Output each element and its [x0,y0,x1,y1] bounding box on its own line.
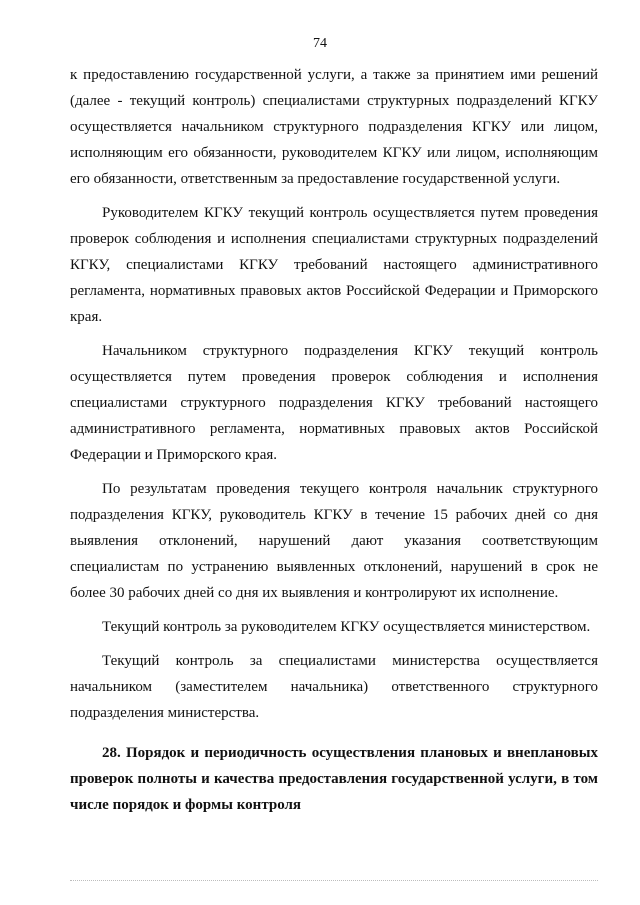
scan-artifact-line [70,880,598,883]
page-number: 74 [313,36,327,51]
paragraph-unit-head-control: Начальником структурного подразделения КГКУ текущий контроль осуществляется путем проведения проверок соблюдения и исполнения специалистами структурного подразделения КГКУ требований настоящего административного регламента, нормативных правовых актов Российской Федерации и Приморского края. [70,343,598,463]
paragraph-ministry-control: Текущий контроль за руководителем КГКУ осуществляется министерством. [102,619,591,635]
paragraph-control-results: По результатам проведения текущего контроля начальник структурного подразделения КГКУ, руководитель КГКУ в течение 15 рабочих дней со дня выявления отклонений, нарушений дают указания соответствующим специалистам по устранению выявленных отклонений, нарушений в срок не более 30 рабочих дней со дня их выявления и контролируют их исполнение. [70,481,598,601]
paragraph-continuation: к предоставлению государственной услуги, а также за принятием ими решений (далее - текущий контроль) специалистами структурных подразделений КГКУ осуществляется начальником структурного подразделения КГКУ или лицом, исполняющим его обязанности, руководителем КГКУ или лицом, исполняющим его обязанности, ответственным за предоставление государственной услуги. [70,67,598,187]
section-heading: 28. Порядок и периодичность осуществления плановых и внеплановых проверок полноты и качества предоставления государственной услуги, в том числе порядок и формы контроля [70,745,598,813]
document-body [70,62,598,818]
paragraph-ministry-specialists-control: Текущий контроль за специалистами министерства осуществляется начальником (заместителем начальника) ответственного структурного подразделения министерства. [70,653,598,721]
paragraph-director-control: Руководителем КГКУ текущий контроль осуществляется путем проведения проверок соблюдения и исполнения специалистами структурных подразделений КГКУ, специалистами КГКУ требований настоящего административного регламента, нормативных правовых актов Российской Федерации и Приморского края. [70,205,598,325]
